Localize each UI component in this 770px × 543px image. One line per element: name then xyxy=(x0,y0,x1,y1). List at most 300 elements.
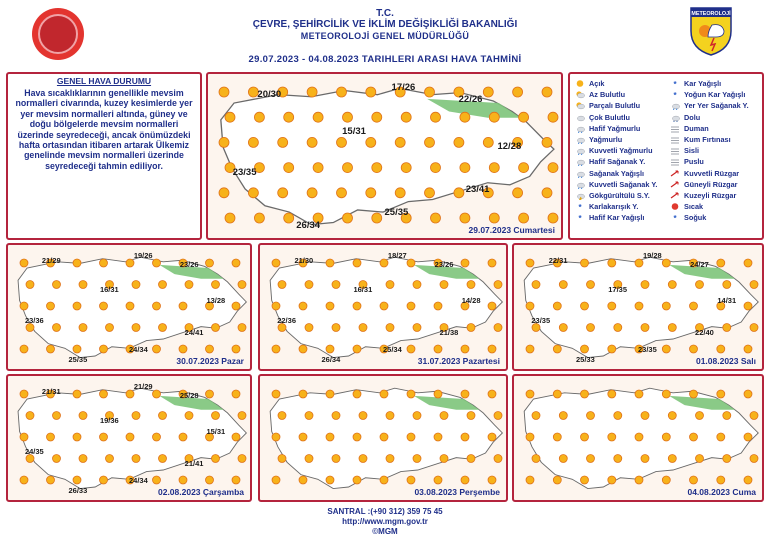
sun-icon xyxy=(696,455,704,463)
sun-icon xyxy=(553,302,561,310)
legend-label: Kuvvetli Yağmurlu xyxy=(589,146,653,156)
sun-icon xyxy=(744,302,752,310)
sun-icon xyxy=(219,137,229,147)
legend-label: Yoğun Kar Yağışlı xyxy=(684,90,746,100)
city-temperature: 15/31 xyxy=(342,126,366,138)
sun-icon xyxy=(440,412,448,420)
sun-icon xyxy=(434,476,442,484)
sun-icon xyxy=(717,390,725,398)
sun-icon xyxy=(185,281,193,289)
sun-icon xyxy=(614,412,622,420)
sun-icon xyxy=(488,302,496,310)
hail-icon xyxy=(670,113,680,122)
legend-label: Duman xyxy=(684,123,709,133)
sun-icon xyxy=(353,390,361,398)
legend-panel xyxy=(568,72,764,240)
svg-text:*: * xyxy=(578,214,582,223)
sun-icon xyxy=(750,455,758,463)
sun-icon xyxy=(254,213,264,223)
sun-icon xyxy=(100,476,108,484)
sun-icon xyxy=(587,281,595,289)
sun-icon xyxy=(179,302,187,310)
sun-icon xyxy=(668,412,676,420)
sun-icon xyxy=(608,302,616,310)
haze-icon xyxy=(670,157,680,166)
sun-icon xyxy=(106,455,114,463)
sun-icon xyxy=(100,259,108,267)
sun-icon xyxy=(232,259,240,267)
sun-icon xyxy=(581,433,589,441)
sun-icon xyxy=(668,324,676,332)
sun-icon xyxy=(494,412,502,420)
sun-icon xyxy=(20,302,28,310)
sun-icon xyxy=(489,213,499,223)
legend-item xyxy=(670,89,749,100)
sun-icon xyxy=(305,455,313,463)
legend-label: Gökgürültülü S.Y. xyxy=(589,190,650,200)
sun-icon xyxy=(254,112,264,122)
sun-icon xyxy=(372,112,382,122)
city-temperature: 15/31 xyxy=(206,426,226,436)
turkey-map xyxy=(514,376,762,500)
sun-icon xyxy=(366,87,376,97)
sun-icon xyxy=(359,324,367,332)
sun-icon xyxy=(106,324,114,332)
sun-icon xyxy=(425,188,435,198)
sun-icon xyxy=(73,345,81,353)
legend-label: Sisli xyxy=(684,146,700,156)
city-temperature: 26/33 xyxy=(68,486,88,496)
cold-icon xyxy=(670,213,680,222)
sun-icon xyxy=(608,476,616,484)
sun-icon xyxy=(744,476,752,484)
city-temperature: 21/31 xyxy=(41,387,61,397)
sun-icon xyxy=(488,433,496,441)
city-temperature: 26/34 xyxy=(321,355,341,365)
general-weather-title: GENEL HAVA DURUMU xyxy=(56,76,152,86)
sun-icon xyxy=(153,476,161,484)
legend-item xyxy=(575,168,657,179)
legend-item xyxy=(670,78,749,89)
city-temperature: 21/29 xyxy=(133,382,153,392)
south-wind-icon xyxy=(670,180,680,189)
sun-icon xyxy=(272,433,280,441)
city-temperature: 25/34 xyxy=(383,345,402,355)
sun-icon xyxy=(20,433,28,441)
legend-label: Kuvvetli Rüzgar xyxy=(684,168,740,178)
sun-icon xyxy=(395,137,405,147)
sun-icon xyxy=(332,455,340,463)
sun-icon xyxy=(219,87,229,97)
forecast-date: 29.07.2023 Cumartesi xyxy=(468,225,555,235)
legend-item xyxy=(575,179,657,190)
sun-icon xyxy=(73,302,81,310)
sun-icon xyxy=(343,112,353,122)
heavy-snow-icon xyxy=(670,90,680,99)
sun-icon xyxy=(662,259,670,267)
city-temperature: 19/26 xyxy=(133,251,153,261)
sun-icon xyxy=(559,455,567,463)
sun-icon xyxy=(407,259,415,267)
city-temperature: 21/30 xyxy=(294,256,314,266)
legend-item xyxy=(670,179,749,190)
strong-wind-icon xyxy=(670,169,680,178)
sun-icon xyxy=(434,302,442,310)
sun-icon xyxy=(548,163,558,173)
sun-icon xyxy=(467,455,475,463)
sun-icon xyxy=(635,302,643,310)
sun-icon xyxy=(305,412,313,420)
city-temperature: 23/35 xyxy=(232,167,257,179)
sun-icon xyxy=(153,345,161,353)
legend-item xyxy=(670,212,749,223)
footer-url[interactable]: http://www.mgm.gov.tr xyxy=(342,517,428,526)
sun-icon xyxy=(332,412,340,420)
sun-icon xyxy=(532,455,540,463)
sun-icon xyxy=(608,259,616,267)
sun-icon xyxy=(413,324,421,332)
sun-icon xyxy=(425,87,435,97)
sun-icon xyxy=(272,390,280,398)
sun-icon xyxy=(614,324,622,332)
legend-item xyxy=(575,212,657,223)
sun-icon xyxy=(440,455,448,463)
sun-icon xyxy=(272,302,280,310)
sun-icon xyxy=(206,390,214,398)
sun-icon xyxy=(494,324,502,332)
legend-label: Puslu xyxy=(684,157,704,167)
forecast-date: 03.08.2023 Perşembe xyxy=(414,487,500,497)
city-temperature: 22/26 xyxy=(458,93,483,105)
legend-item xyxy=(670,134,749,145)
sun-icon xyxy=(299,390,307,398)
sun-icon xyxy=(690,433,698,441)
sun-icon xyxy=(662,476,670,484)
city-temperature: 20/30 xyxy=(257,88,282,100)
sun-icon xyxy=(750,412,758,420)
sun-icon xyxy=(366,137,376,147)
sun-icon xyxy=(153,302,161,310)
sun-icon xyxy=(467,281,475,289)
sun-icon xyxy=(238,455,246,463)
sun-icon xyxy=(467,412,475,420)
sun-icon xyxy=(488,259,496,267)
light-shower-icon xyxy=(575,157,585,166)
legend-item xyxy=(670,201,749,212)
city-temperature: 24/34 xyxy=(129,345,148,355)
sun-icon xyxy=(353,259,361,267)
legend-label: Az Bulutlu xyxy=(589,90,626,100)
sun-icon xyxy=(488,345,496,353)
sun-icon xyxy=(313,163,323,173)
sun-icon xyxy=(284,112,294,122)
sun-icon xyxy=(519,213,529,223)
heavy-rain-icon xyxy=(575,146,585,155)
sun-icon xyxy=(519,163,529,173)
header-ministry: ÇEVRE, ŞEHİRCİLİK VE İKLİM DEĞİŞİKLİĞİ BAKANLIĞI xyxy=(252,19,518,30)
sun-icon xyxy=(434,390,442,398)
footer-phone: SANTRAL :(+90 312) 359 75 45 xyxy=(327,507,443,516)
sun-icon xyxy=(305,324,313,332)
sun-icon xyxy=(278,137,288,147)
city-temperature: 24/34 xyxy=(129,476,148,486)
sun-icon xyxy=(548,213,558,223)
sun-icon xyxy=(744,390,752,398)
sun-icon xyxy=(307,137,317,147)
sun-icon xyxy=(386,455,394,463)
forecast-map-day-4 xyxy=(512,243,764,371)
sun-icon xyxy=(407,476,415,484)
legend-label: Açık xyxy=(589,79,605,89)
city-temperature: 18/27 xyxy=(387,251,407,261)
sun-cloud-icon xyxy=(575,90,585,99)
sun-icon xyxy=(641,455,649,463)
sun-icon xyxy=(750,324,758,332)
sun-icon xyxy=(307,87,317,97)
north-wind-icon xyxy=(670,191,680,200)
sun-icon xyxy=(185,412,193,420)
sun-icon xyxy=(635,476,643,484)
sun-icon xyxy=(431,112,441,122)
sun-icon xyxy=(126,390,134,398)
meteoroloji-logo xyxy=(688,5,734,57)
partly-cloudy-icon xyxy=(575,101,585,110)
legend-item xyxy=(575,123,657,134)
header-directorate: METEOROLOJİ GENEL MÜDÜRLÜĞÜ xyxy=(300,31,470,41)
sun-icon xyxy=(353,476,361,484)
sun-icon xyxy=(299,302,307,310)
sun-icon xyxy=(337,188,347,198)
sun-icon xyxy=(359,412,367,420)
sun-icon xyxy=(635,390,643,398)
sun-icon xyxy=(79,455,87,463)
sun-icon xyxy=(26,324,34,332)
sun-icon xyxy=(212,281,220,289)
city-temperature: 21/41 xyxy=(184,459,204,469)
sun-icon xyxy=(132,324,140,332)
sun-icon xyxy=(225,213,235,223)
sun-icon xyxy=(431,213,441,223)
sun-icon xyxy=(559,412,567,420)
sun-icon xyxy=(559,324,567,332)
sun-icon xyxy=(380,390,388,398)
sun-icon xyxy=(232,390,240,398)
sun-icon xyxy=(20,476,28,484)
sun-icon xyxy=(635,433,643,441)
logo-text: METEOROLOJİ xyxy=(691,11,731,17)
sun-icon xyxy=(690,345,698,353)
light-rain-icon xyxy=(575,124,585,133)
sun-icon xyxy=(587,455,595,463)
sun-icon xyxy=(153,259,161,267)
sun-icon xyxy=(668,455,676,463)
sun-icon xyxy=(717,476,725,484)
sun-icon xyxy=(159,455,167,463)
sun-icon xyxy=(353,433,361,441)
forecast-date: 01.08.2023 Salı xyxy=(695,356,756,366)
sun-icon xyxy=(326,433,334,441)
sun-icon xyxy=(608,390,616,398)
legend-label: Dolu xyxy=(684,112,701,122)
sun-icon xyxy=(206,476,214,484)
sun-icon xyxy=(47,476,55,484)
sun-icon xyxy=(744,345,752,353)
sun-icon xyxy=(553,433,561,441)
legend-label: Çok Bulutlu xyxy=(589,112,630,122)
sun-icon xyxy=(372,163,382,173)
sun-icon xyxy=(73,259,81,267)
city-temperature: 23/35 xyxy=(638,345,657,355)
sun-icon xyxy=(401,112,411,122)
city-temperature: 17/26 xyxy=(391,82,416,94)
sun-icon xyxy=(461,390,469,398)
forecast-date: 02.08.2023 Çarşamba xyxy=(157,487,244,497)
forecast-map-day-6 xyxy=(258,374,508,502)
forecast-map-day-7 xyxy=(512,374,764,502)
sun-icon xyxy=(581,390,589,398)
sun-icon xyxy=(401,163,411,173)
sun-icon xyxy=(326,259,334,267)
sun-icon xyxy=(26,455,34,463)
sun-icon xyxy=(278,412,286,420)
sun-icon xyxy=(248,137,258,147)
sun-icon xyxy=(581,476,589,484)
city-temperature: 16/31 xyxy=(353,284,373,294)
sun-icon xyxy=(723,455,731,463)
sun-icon xyxy=(278,188,288,198)
turkey-map xyxy=(260,376,506,500)
city-temperature: 25/35 xyxy=(384,206,409,218)
city-temperature: 19/28 xyxy=(642,251,662,261)
legend-item xyxy=(670,156,749,167)
sun-icon xyxy=(272,345,280,353)
hot-icon xyxy=(670,202,680,211)
sun-icon xyxy=(238,324,246,332)
sun-icon xyxy=(407,302,415,310)
sun-icon xyxy=(206,345,214,353)
smoke-icon xyxy=(670,124,680,133)
legend-label: Parçalı Bulutlu xyxy=(589,101,641,111)
sun-icon xyxy=(153,390,161,398)
sun-icon xyxy=(47,433,55,441)
sun-icon xyxy=(179,345,187,353)
general-weather-panel xyxy=(6,72,202,240)
sun-icon xyxy=(434,345,442,353)
sun-icon xyxy=(489,112,499,122)
sun-icon xyxy=(278,455,286,463)
sun-icon xyxy=(548,112,558,122)
sun-icon xyxy=(526,302,534,310)
sun-icon xyxy=(526,390,534,398)
heavy-shower-icon xyxy=(575,180,585,189)
legend-item xyxy=(575,134,657,145)
legend-label: Kuzeyli Rüzgar xyxy=(684,190,737,200)
legend-item xyxy=(575,190,657,201)
sun-icon xyxy=(723,324,731,332)
sun-icon xyxy=(332,281,340,289)
sun-icon xyxy=(553,390,561,398)
sun-icon xyxy=(526,433,534,441)
sun-icon xyxy=(73,390,81,398)
city-temperature: 24/27 xyxy=(690,259,709,269)
legend-label: Hafif Sağanak Y. xyxy=(589,157,646,167)
sun-icon xyxy=(380,433,388,441)
sun-icon xyxy=(212,412,220,420)
sun-icon xyxy=(159,412,167,420)
light-snow-icon xyxy=(575,213,585,222)
sun-icon xyxy=(100,390,108,398)
header-line1: T.C. xyxy=(376,8,394,19)
legend-label: Hafif Yağmurlu xyxy=(589,123,641,133)
sun-icon xyxy=(526,476,534,484)
city-temperature: 14/28 xyxy=(461,295,481,305)
sun-icon xyxy=(635,259,643,267)
sun-icon xyxy=(299,433,307,441)
sun-icon xyxy=(53,412,61,420)
sun-icon xyxy=(608,345,616,353)
sun-icon xyxy=(407,433,415,441)
sun-icon xyxy=(20,390,28,398)
sun-icon xyxy=(542,188,552,198)
city-temperature: 13/28 xyxy=(206,295,226,305)
sun-icon xyxy=(454,137,464,147)
legend-label: Güneyli Rüzgar xyxy=(684,179,738,189)
city-temperature: 21/29 xyxy=(41,256,61,266)
sun-icon xyxy=(413,412,421,420)
sun-icon xyxy=(73,476,81,484)
forecast-map-day-1 xyxy=(206,72,563,240)
legend-item xyxy=(670,168,749,179)
sun-icon xyxy=(489,163,499,173)
sun-icon xyxy=(100,345,108,353)
sun-icon xyxy=(519,112,529,122)
forecast-map-day-3 xyxy=(258,243,508,371)
sun-icon xyxy=(386,324,394,332)
sun-icon xyxy=(232,345,240,353)
sun-icon xyxy=(461,476,469,484)
sun-icon xyxy=(126,259,134,267)
sun-icon xyxy=(278,324,286,332)
sun-icon xyxy=(434,433,442,441)
legend-item xyxy=(575,89,657,100)
svg-text:*: * xyxy=(673,80,677,89)
sun-icon xyxy=(299,345,307,353)
sun-icon xyxy=(26,412,34,420)
header-period: 29.07.2023 - 04.08.2023 TARIHLERI ARASI HAVA TAHMİNİ xyxy=(248,54,522,65)
sun-icon xyxy=(79,324,87,332)
sun-icon xyxy=(641,412,649,420)
local-shower-icon xyxy=(670,101,680,110)
sandstorm-icon xyxy=(670,135,680,144)
sun-icon xyxy=(413,455,421,463)
sun-icon xyxy=(225,112,235,122)
sun-icon xyxy=(395,188,405,198)
forecast-date: 30.07.2023 Pazar xyxy=(176,356,244,366)
sun-icon xyxy=(359,455,367,463)
sun-icon xyxy=(153,433,161,441)
sun-icon xyxy=(380,476,388,484)
city-temperature: 23/36 xyxy=(24,315,44,325)
sun-icon xyxy=(483,87,493,97)
city-temperature: 25/33 xyxy=(576,355,595,365)
sun-icon xyxy=(20,259,28,267)
sun-icon xyxy=(380,259,388,267)
sun-icon xyxy=(47,302,55,310)
sun-icon xyxy=(353,302,361,310)
sleet-icon xyxy=(575,202,585,211)
sun-icon xyxy=(326,390,334,398)
sun-icon xyxy=(386,412,394,420)
